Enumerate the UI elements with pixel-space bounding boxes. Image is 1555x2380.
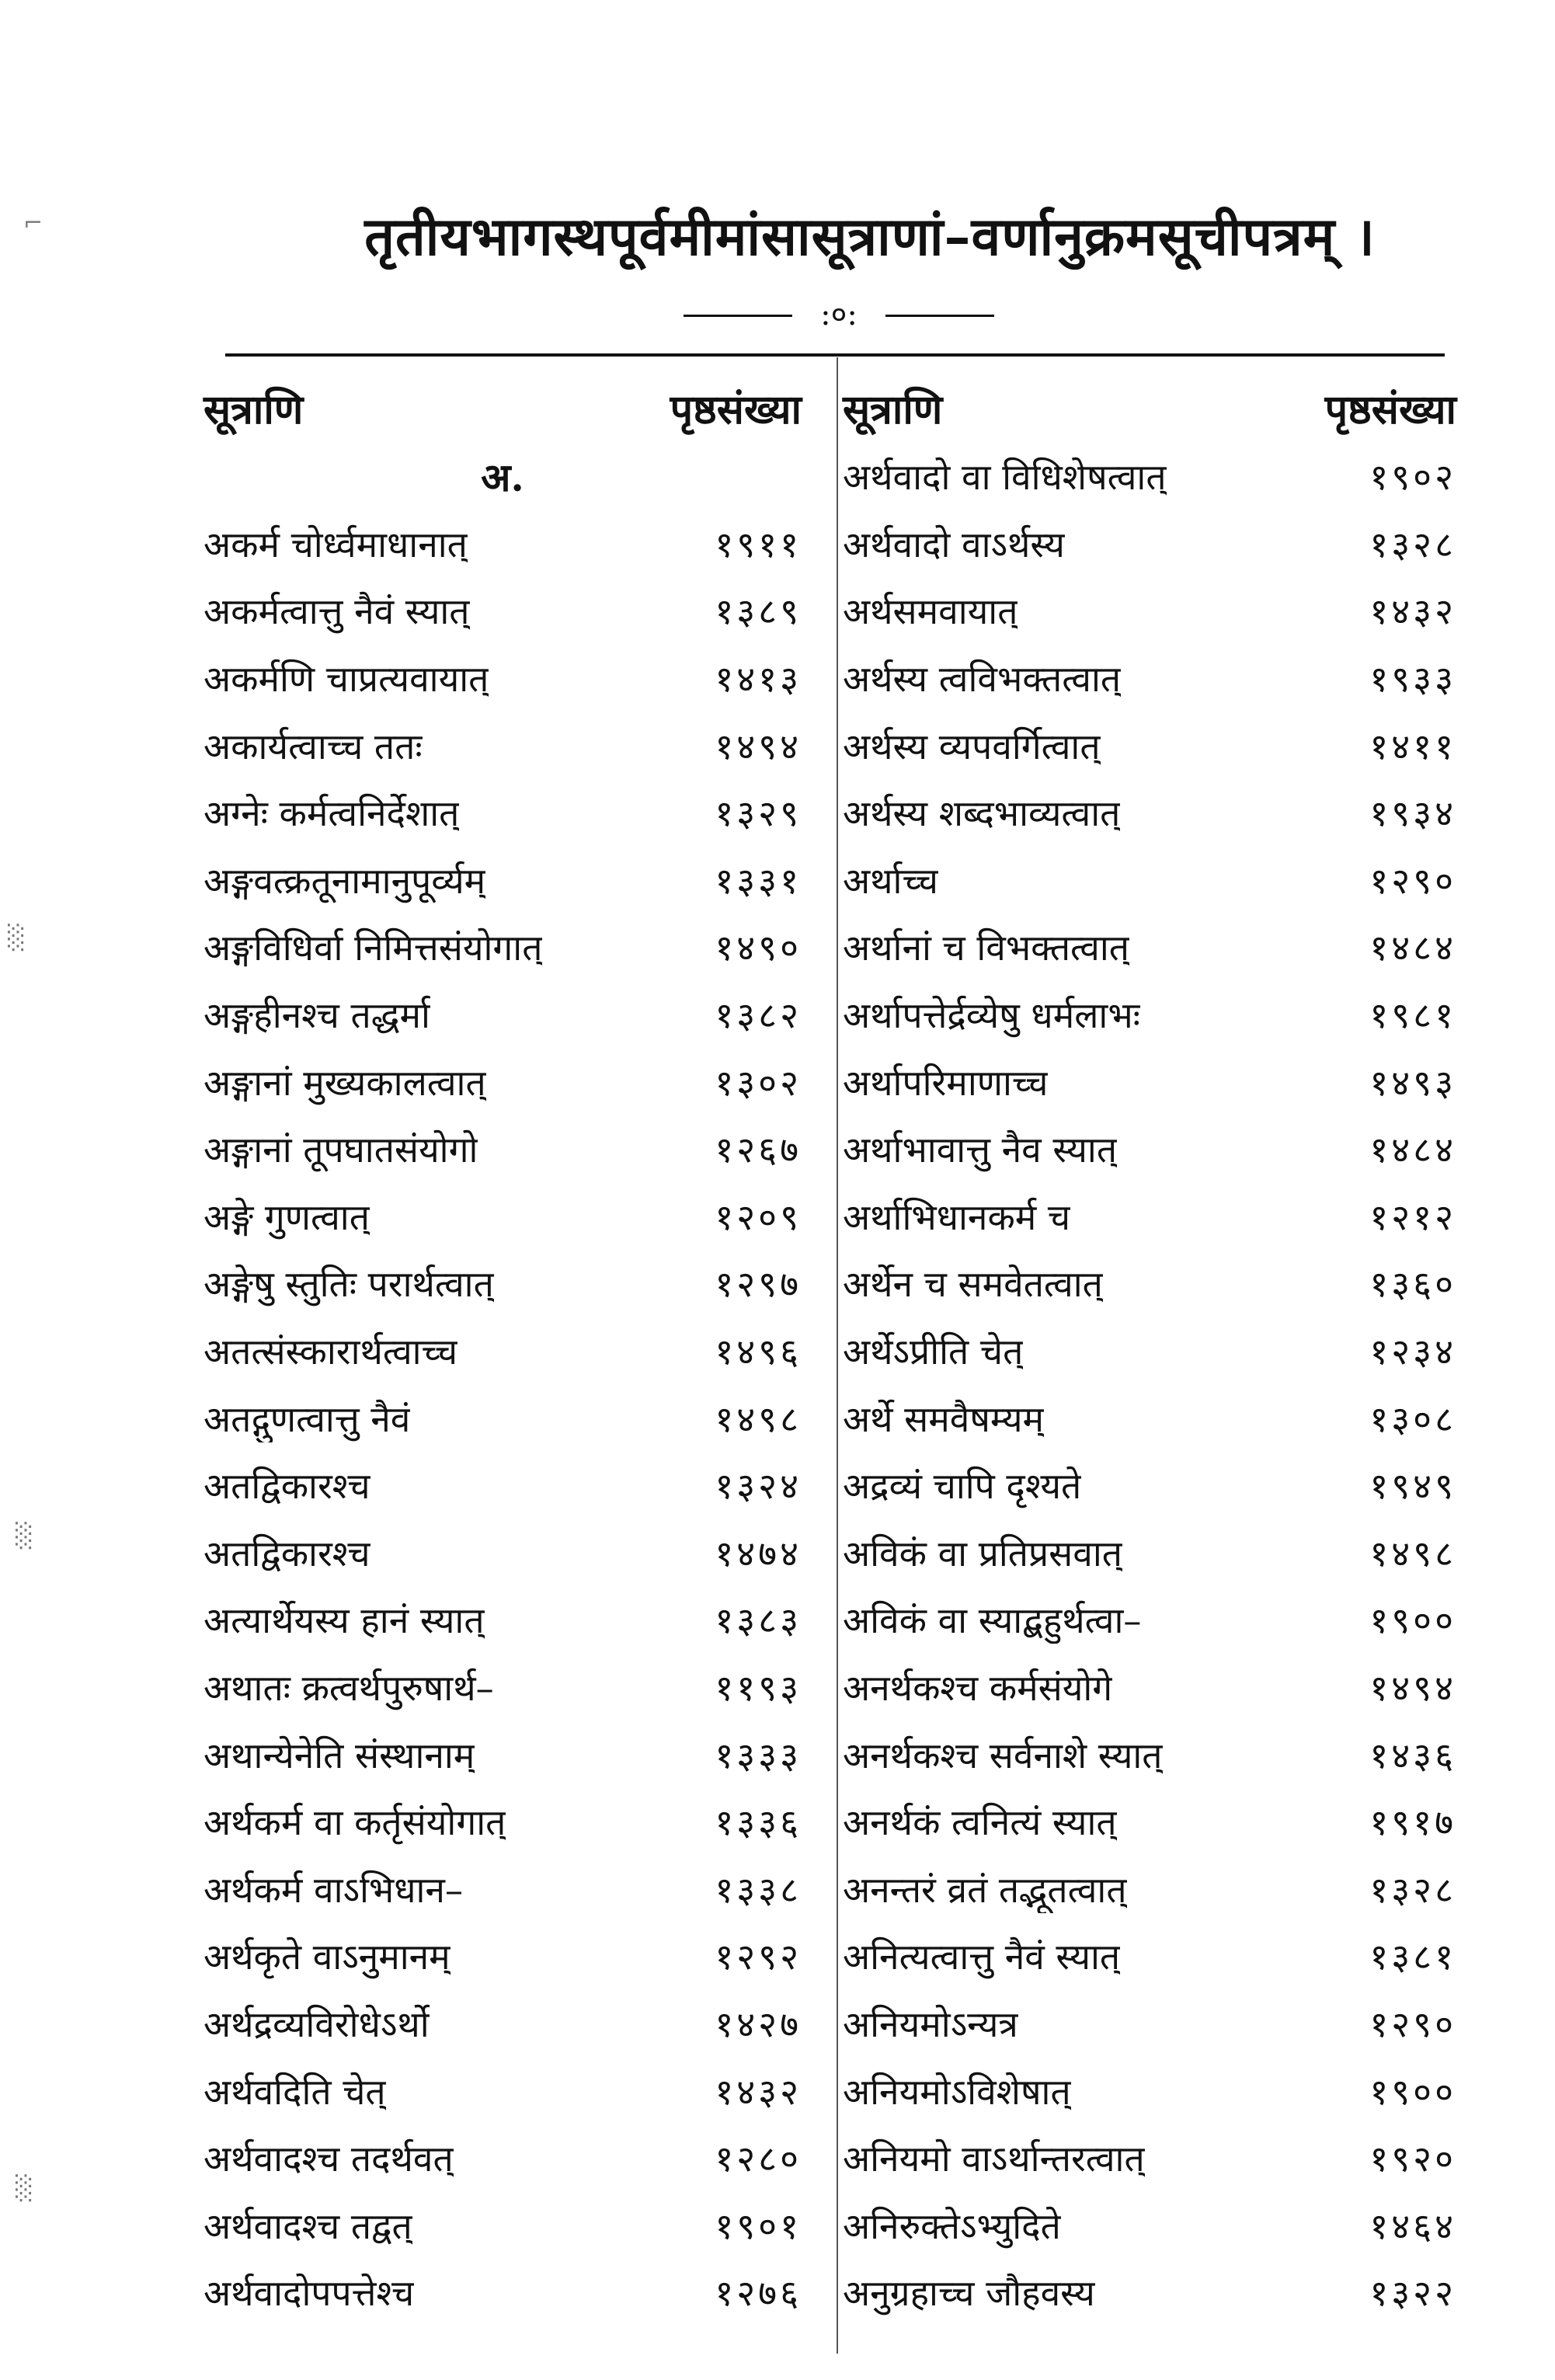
index-entry — [204, 2057, 802, 2124]
index-entry — [843, 510, 1456, 578]
index-entry — [843, 1183, 1456, 1251]
page-number: १९०० — [1369, 1599, 1456, 1642]
index-entry — [204, 1048, 802, 1115]
page-number: १३२८ — [1369, 523, 1456, 565]
page-number: १२९७ — [715, 1263, 802, 1306]
divider-mark: :०: — [820, 297, 858, 332]
page-number: १४८४ — [1369, 927, 1456, 969]
page-number: १३३६ — [715, 1801, 802, 1844]
sutra-text: अनिरुक्तेऽभ्युदिते — [843, 2204, 1061, 2247]
sutra-text: अनन्तरं व्रतं तद्भूतत्वात् — [843, 1868, 1127, 1911]
index-entry — [204, 981, 802, 1049]
index-entry — [204, 510, 802, 578]
sutra-text: अङ्गविधिर्वा निमित्तसंयोगात् — [204, 927, 543, 969]
page-number: १४३६ — [1369, 1734, 1456, 1776]
index-entry — [204, 1855, 802, 1922]
sutra-text: अकर्मत्वात्तु नैवं स्यात् — [204, 590, 470, 633]
page-number: १४२७ — [715, 2002, 802, 2045]
page-number: १९३३ — [1369, 658, 1456, 701]
index-entry — [843, 913, 1456, 981]
page-number: १४९८ — [1369, 1532, 1456, 1574]
sutra-text: अर्थेन च समवेतत्वात् — [843, 1263, 1103, 1306]
index-entry — [843, 1384, 1456, 1452]
index-entry — [843, 443, 1456, 510]
left-column-header — [204, 373, 802, 443]
sutra-text: अविकं वा स्याद्बहुर्थत्वा– — [843, 1599, 1142, 1642]
right-rows — [843, 443, 1456, 2326]
page-number: १३२२ — [1369, 2272, 1456, 2315]
column-divider — [837, 357, 838, 2354]
sutra-text: अग्नेः कर्मत्वनिर्देशात् — [204, 792, 460, 835]
page-title: तृतीयभागस्थपूर्वमीमांसासूत्राणां–वर्णानुक्रमसूचीपत्रम् । — [364, 206, 1376, 268]
index-entry — [843, 1317, 1456, 1385]
index-entry — [843, 1990, 1456, 2058]
sutra-text: अर्थकृते वाऽनुमानम् — [204, 1936, 450, 1978]
sutra-text: अनित्यत्वात्तु नैवं स्यात् — [843, 1936, 1121, 1978]
page-number: १२०९ — [715, 1195, 802, 1238]
sutra-text: अर्थस्य व्यपवर्गित्वात् — [843, 725, 1101, 767]
sutra-text: अर्थसमवायात् — [843, 590, 1018, 633]
page-number: १४९८ — [715, 1397, 802, 1440]
index-entry — [204, 1586, 802, 1654]
page-number: १४९३ — [1369, 1061, 1456, 1104]
page-number: १९८१ — [1369, 994, 1456, 1037]
index-entry — [204, 913, 802, 981]
page-number: १२९० — [1369, 859, 1456, 902]
index-entry — [204, 1250, 802, 1317]
sutra-text: अङ्गानां मुख्यकालत्वात् — [204, 1061, 486, 1104]
index-entry — [204, 2259, 802, 2326]
index-entry — [843, 1855, 1456, 1922]
page-number: १४७४ — [715, 1532, 802, 1574]
page-number: १४९४ — [715, 725, 802, 767]
page-number: १२१२ — [1369, 1195, 1456, 1238]
index-entry — [843, 2057, 1456, 2124]
page-number: १३२९ — [715, 792, 802, 835]
margin-smudge: ░ — [8, 924, 26, 952]
index-entry — [843, 1788, 1456, 1856]
page-number: १४१३ — [715, 658, 802, 701]
index-entry — [204, 1990, 802, 2058]
sutra-text: अर्थाभिधानकर्म च — [843, 1195, 1071, 1238]
index-entry — [843, 2259, 1456, 2326]
sutra-text: अतद्विकारश्च — [204, 1465, 370, 1508]
index-entry — [843, 1586, 1456, 1654]
index-entry — [843, 1922, 1456, 1990]
index-entry — [204, 779, 802, 847]
left-header-sutra: सूत्राणि — [204, 385, 304, 433]
index-entry — [843, 2191, 1456, 2259]
sutra-text: अर्थवादो वाऽर्थस्य — [843, 523, 1065, 565]
index-entry — [843, 2124, 1456, 2192]
index-entry — [204, 1452, 802, 1519]
index-entry — [843, 1654, 1456, 1721]
sutra-text: अर्थकर्म वा कर्तृसंयोगात् — [204, 1801, 506, 1844]
index-entry — [204, 712, 802, 779]
page-number: १३३३ — [715, 1734, 802, 1776]
sutra-text: अतत्संस्कारार्थत्वाच्च — [204, 1331, 458, 1373]
sutra-text: अर्थवदिति चेत् — [204, 2070, 386, 2113]
page-number: १४३२ — [715, 2070, 802, 2113]
index-entry — [843, 1519, 1456, 1587]
index-entry — [204, 2191, 802, 2259]
index-entry — [843, 1452, 1456, 1519]
sutra-text: अनियमोऽन्यत्र — [843, 2002, 1018, 2045]
index-entry — [843, 1048, 1456, 1115]
page-number: १३०२ — [715, 1061, 802, 1104]
page-number: १९४९ — [1369, 1465, 1456, 1508]
margin-smudge: ░ — [16, 2175, 34, 2202]
index-entry — [843, 712, 1456, 779]
sutra-text: अर्थवादश्च तद्वत् — [204, 2204, 412, 2247]
sutra-text: अर्थवादोपपत्तेश्च — [204, 2272, 415, 2315]
page-number: १४९४ — [1369, 1666, 1456, 1709]
sutra-text: अर्थाच्च — [843, 859, 939, 902]
sutra-text: अतद्गुणत्वात्तु नैवं — [204, 1397, 411, 1440]
page-number: ११९३ — [715, 1666, 802, 1709]
index-entry — [843, 779, 1456, 847]
sutra-text: अर्थद्रव्यविरोधेऽर्थो — [204, 2002, 430, 2045]
index-entry — [843, 1250, 1456, 1317]
index-entry — [843, 1721, 1456, 1788]
page-number: १९०२ — [1369, 456, 1456, 499]
sutra-text: अर्थकर्म वाऽभिधान– — [204, 1868, 463, 1911]
index-entry — [843, 577, 1456, 645]
sutra-text: अत्यार्थेयस्य हानं स्यात् — [204, 1599, 485, 1642]
index-entry — [843, 981, 1456, 1049]
sutra-text: अङ्गानां तूपघातसंयोगो — [204, 1129, 478, 1171]
sutra-text: अविकं वा प्रतिप्रसवात् — [843, 1532, 1122, 1574]
page-number: १२८० — [715, 2138, 802, 2180]
index-entry — [204, 847, 802, 914]
sutra-text: अनियमो वाऽर्थान्तरत्वात् — [843, 2138, 1145, 2180]
page-number: १९०१ — [715, 2204, 802, 2247]
page-number: १३३१ — [715, 859, 802, 902]
margin-smudge: ░ — [16, 1522, 34, 1550]
sutra-text: अर्थे समवैषम्यम् — [843, 1397, 1045, 1440]
sutra-text: अकर्मणि चाप्रत्यवायात् — [204, 658, 489, 701]
sutra-text: अर्थस्य शब्दभाव्यत्वात् — [843, 792, 1121, 835]
page-number: १३८१ — [1369, 1936, 1456, 1978]
right-header-page: पृष्ठसंख्या — [1324, 385, 1456, 433]
page-number: १९११ — [715, 523, 802, 565]
page-number: १३८३ — [715, 1599, 802, 1642]
left-rows — [204, 510, 802, 2326]
index-entry — [843, 1115, 1456, 1183]
letter-heading: अ. — [481, 454, 524, 501]
page-number: १९१७ — [1369, 1801, 1456, 1844]
page-number: १४११ — [1369, 725, 1456, 767]
left-header-page: पृष्ठसंख्या — [670, 385, 802, 433]
sutra-text: अद्रव्यं चापि दृश्यते — [843, 1465, 1082, 1508]
index-entry — [204, 1519, 802, 1587]
title-divider — [684, 299, 994, 330]
sutra-text: अर्थानां च विभक्तत्वात् — [843, 927, 1129, 969]
sutra-text: अङ्गहीनश्च तद्धर्मा — [204, 994, 430, 1037]
index-entry — [204, 1788, 802, 1856]
index-entry — [204, 645, 802, 712]
index-entry — [843, 847, 1456, 914]
page-number: १२९२ — [715, 1936, 802, 1978]
page-number: १९०० — [1369, 2070, 1456, 2113]
page-number: १२७६ — [715, 2272, 802, 2315]
index-entry — [843, 645, 1456, 712]
index-entry — [204, 1721, 802, 1788]
page-number: १४९६ — [715, 1331, 802, 1373]
right-column — [843, 373, 1456, 2326]
page-number: १३८२ — [715, 994, 802, 1037]
page-number: १३०८ — [1369, 1397, 1456, 1440]
sutra-text: अर्थवादश्च तदर्थवत् — [204, 2138, 454, 2180]
page-number: १२९० — [1369, 2002, 1456, 2045]
index-entry — [204, 577, 802, 645]
page-number: १३२४ — [715, 1465, 802, 1508]
page-number: १३८९ — [715, 590, 802, 633]
sutra-text: अङ्गे गुणत्वात् — [204, 1195, 370, 1238]
sutra-text: अनर्थकं त्वनित्यं स्यात् — [843, 1801, 1117, 1844]
sutra-text: अथान्येनेति संस्थानाम् — [204, 1734, 475, 1776]
index-entry — [204, 2124, 802, 2192]
index-entry — [204, 1115, 802, 1183]
sutra-text: अर्थस्य त्वविभक्तत्वात् — [843, 658, 1122, 701]
index-entry — [204, 1654, 802, 1721]
sutra-text: अङ्गवत्क्रतूनामानुपूर्व्यम् — [204, 859, 486, 902]
page-number: १२३४ — [1369, 1331, 1456, 1373]
page-number: १३२८ — [1369, 1868, 1456, 1911]
sutra-text: अर्थाभावात्तु नैव स्यात् — [843, 1129, 1118, 1171]
page-number: १२६७ — [715, 1129, 802, 1171]
sutra-text: अनियमोऽविशेषात् — [843, 2070, 1071, 2113]
page-number: १३३८ — [715, 1868, 802, 1911]
index-entry — [204, 1384, 802, 1452]
sutra-text: अकार्यत्वाच्च ततः — [204, 725, 423, 767]
page-number: १३६० — [1369, 1263, 1456, 1306]
page-number: १९२० — [1369, 2138, 1456, 2180]
sutra-text: अकर्म चोर्ध्वमाधानात् — [204, 523, 468, 565]
sutra-text: अर्थवादो वा विधिशेषत्वात् — [843, 456, 1167, 499]
sutra-text: अर्थापत्तेर्द्रव्येषु धर्मलाभः — [843, 994, 1140, 1037]
index-entry — [204, 1317, 802, 1385]
sutra-text: अनर्थकश्च कर्मसंयोगे — [843, 1666, 1113, 1709]
sutra-text: अनर्थकश्च सर्वनाशे स्यात् — [843, 1734, 1163, 1776]
sutra-text: अर्थेऽप्रीति चेत् — [843, 1331, 1024, 1373]
page-number: १४९० — [715, 927, 802, 969]
left-column — [204, 373, 802, 2326]
index-entry — [204, 1922, 802, 1990]
sutra-text: अथातः क्रत्वर्थपुरुषार्थ– — [204, 1666, 494, 1709]
page-number: १४८४ — [1369, 1129, 1456, 1171]
index-entry — [204, 1183, 802, 1251]
sutra-text: अनुग्रहाच्च जौहवस्य — [843, 2272, 1095, 2315]
page-number: १९३४ — [1369, 792, 1456, 835]
header-rule — [225, 353, 1445, 357]
sutra-text: अङ्गेषु स्तुतिः परार्थत्वात् — [204, 1263, 494, 1306]
right-header-sutra: सूत्राणि — [843, 385, 943, 433]
sutra-text: अर्थापरिमाणाच्च — [843, 1061, 1049, 1104]
page-number: १४३२ — [1369, 590, 1456, 633]
sutra-text: अतद्विकारश्च — [204, 1532, 370, 1574]
right-column-header — [843, 373, 1456, 443]
margin-mark: ⌐ — [23, 210, 43, 237]
page-number: १४६४ — [1369, 2204, 1456, 2247]
